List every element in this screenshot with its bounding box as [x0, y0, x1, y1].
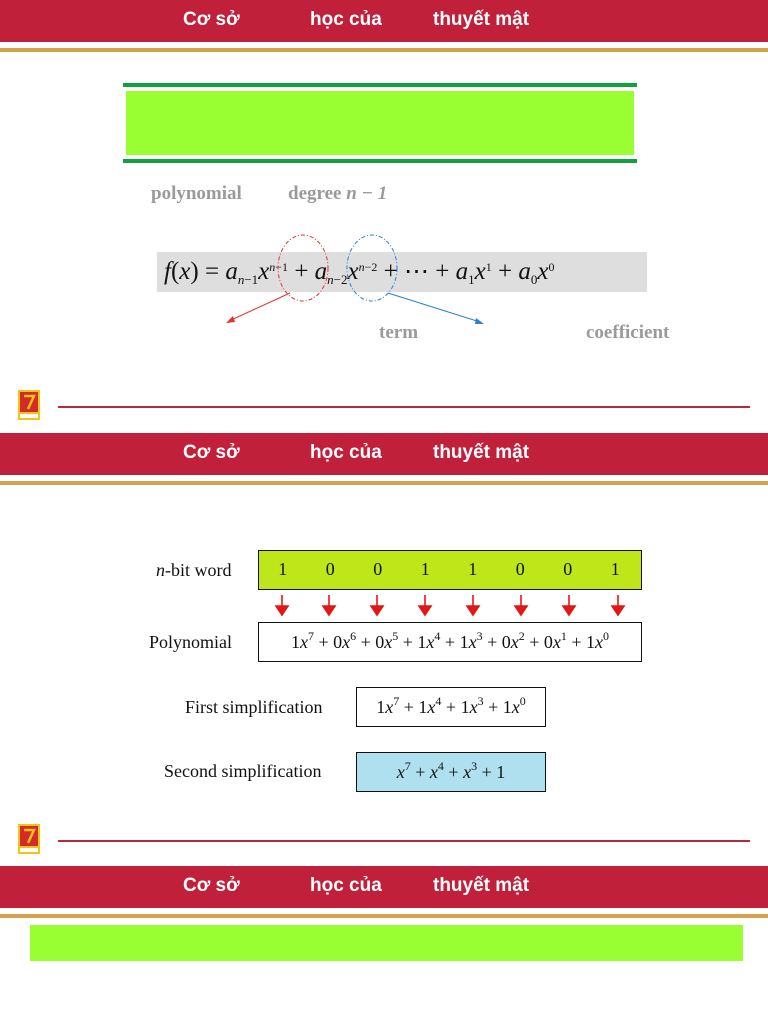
- slide3-header-line: [0, 914, 768, 918]
- header-word-1: Cơ sở: [183, 442, 240, 463]
- term-label: term: [379, 322, 419, 343]
- slide2-header-line: [0, 481, 768, 485]
- nbit-var: n: [156, 560, 165, 580]
- header-word-2: học của: [310, 442, 382, 463]
- coefficient-label: coefficient: [586, 322, 670, 343]
- first-simplification-label: First simplification: [185, 697, 323, 717]
- first-simplification-box: [356, 687, 546, 727]
- university-logo-icon: [18, 824, 40, 854]
- polynomial-expression: $1x^7 + 0x^6 + 0x^5 + 1x^4 + 1x^3 + 0x^2 + 0x^1 + 1x^0$: [290, 628, 610, 652]
- down-arrow-icon: [276, 595, 624, 615]
- coefficient-highlight-ellipse: [347, 235, 397, 301]
- bit-cell: 1: [420, 559, 430, 579]
- polynomial-row-label: Polynomial: [149, 632, 233, 652]
- red-arrowhead: [226, 316, 235, 323]
- bit-cell: 1: [278, 559, 288, 579]
- bit-cell: 1: [610, 559, 620, 579]
- bit-cell: 0: [515, 559, 525, 579]
- bit-cell: 1: [468, 559, 478, 579]
- bit-cell: 0: [325, 559, 335, 579]
- header-word-1: Cơ sở: [183, 9, 240, 30]
- bit-cell: 0: [373, 559, 383, 579]
- header-word-2: học của: [310, 9, 382, 30]
- slide3-header: [0, 866, 768, 908]
- slide2-footer-line: [58, 840, 750, 842]
- slide2-header: [0, 433, 768, 475]
- formula-text: $f(x) = a_{n-1}x^{n-1} + a_{n-2}x^{n-2}$ + ⋯ + $a_1x^1 + a_0x^0$: [164, 258, 555, 287]
- header-word-2: học của: [310, 875, 382, 896]
- red-arrow-line: [229, 293, 290, 321]
- bit-cell: 0: [563, 559, 573, 579]
- polynomial-box: [258, 622, 642, 662]
- slide1-footer-line: [58, 406, 750, 408]
- header-word-3: thuyết mật: [433, 9, 530, 30]
- degree-word: degree: [288, 183, 342, 204]
- university-logo-icon: [18, 390, 40, 420]
- polynomial-label: polynomial: [151, 183, 242, 204]
- second-simplification-box: [356, 752, 546, 792]
- slide3-highlight-box: [30, 925, 743, 961]
- first-simplification-expression: $1x^7 + 1x^4 + 1x^3 + 1x^0$: [376, 693, 526, 717]
- second-simplification-expression: $x^7 + x^4 + x^3 + 1$: [396, 758, 506, 782]
- bit-word-box: [258, 550, 642, 590]
- blue-arrow-line: [388, 293, 480, 322]
- header-word-3: thuyết mật: [433, 875, 530, 896]
- header-word-1: Cơ sở: [183, 875, 240, 896]
- nbit-word-label: [156, 560, 232, 581]
- degree-expression: n − 1: [346, 183, 388, 204]
- nbit-text: -bit word: [165, 560, 232, 580]
- bit-arrows: [258, 593, 642, 619]
- term-highlight-ellipse: [278, 235, 328, 301]
- header-word-3: thuyết mật: [433, 442, 530, 463]
- blue-arrowhead: [475, 318, 484, 324]
- second-simplification-label: Second simplification: [164, 761, 322, 781]
